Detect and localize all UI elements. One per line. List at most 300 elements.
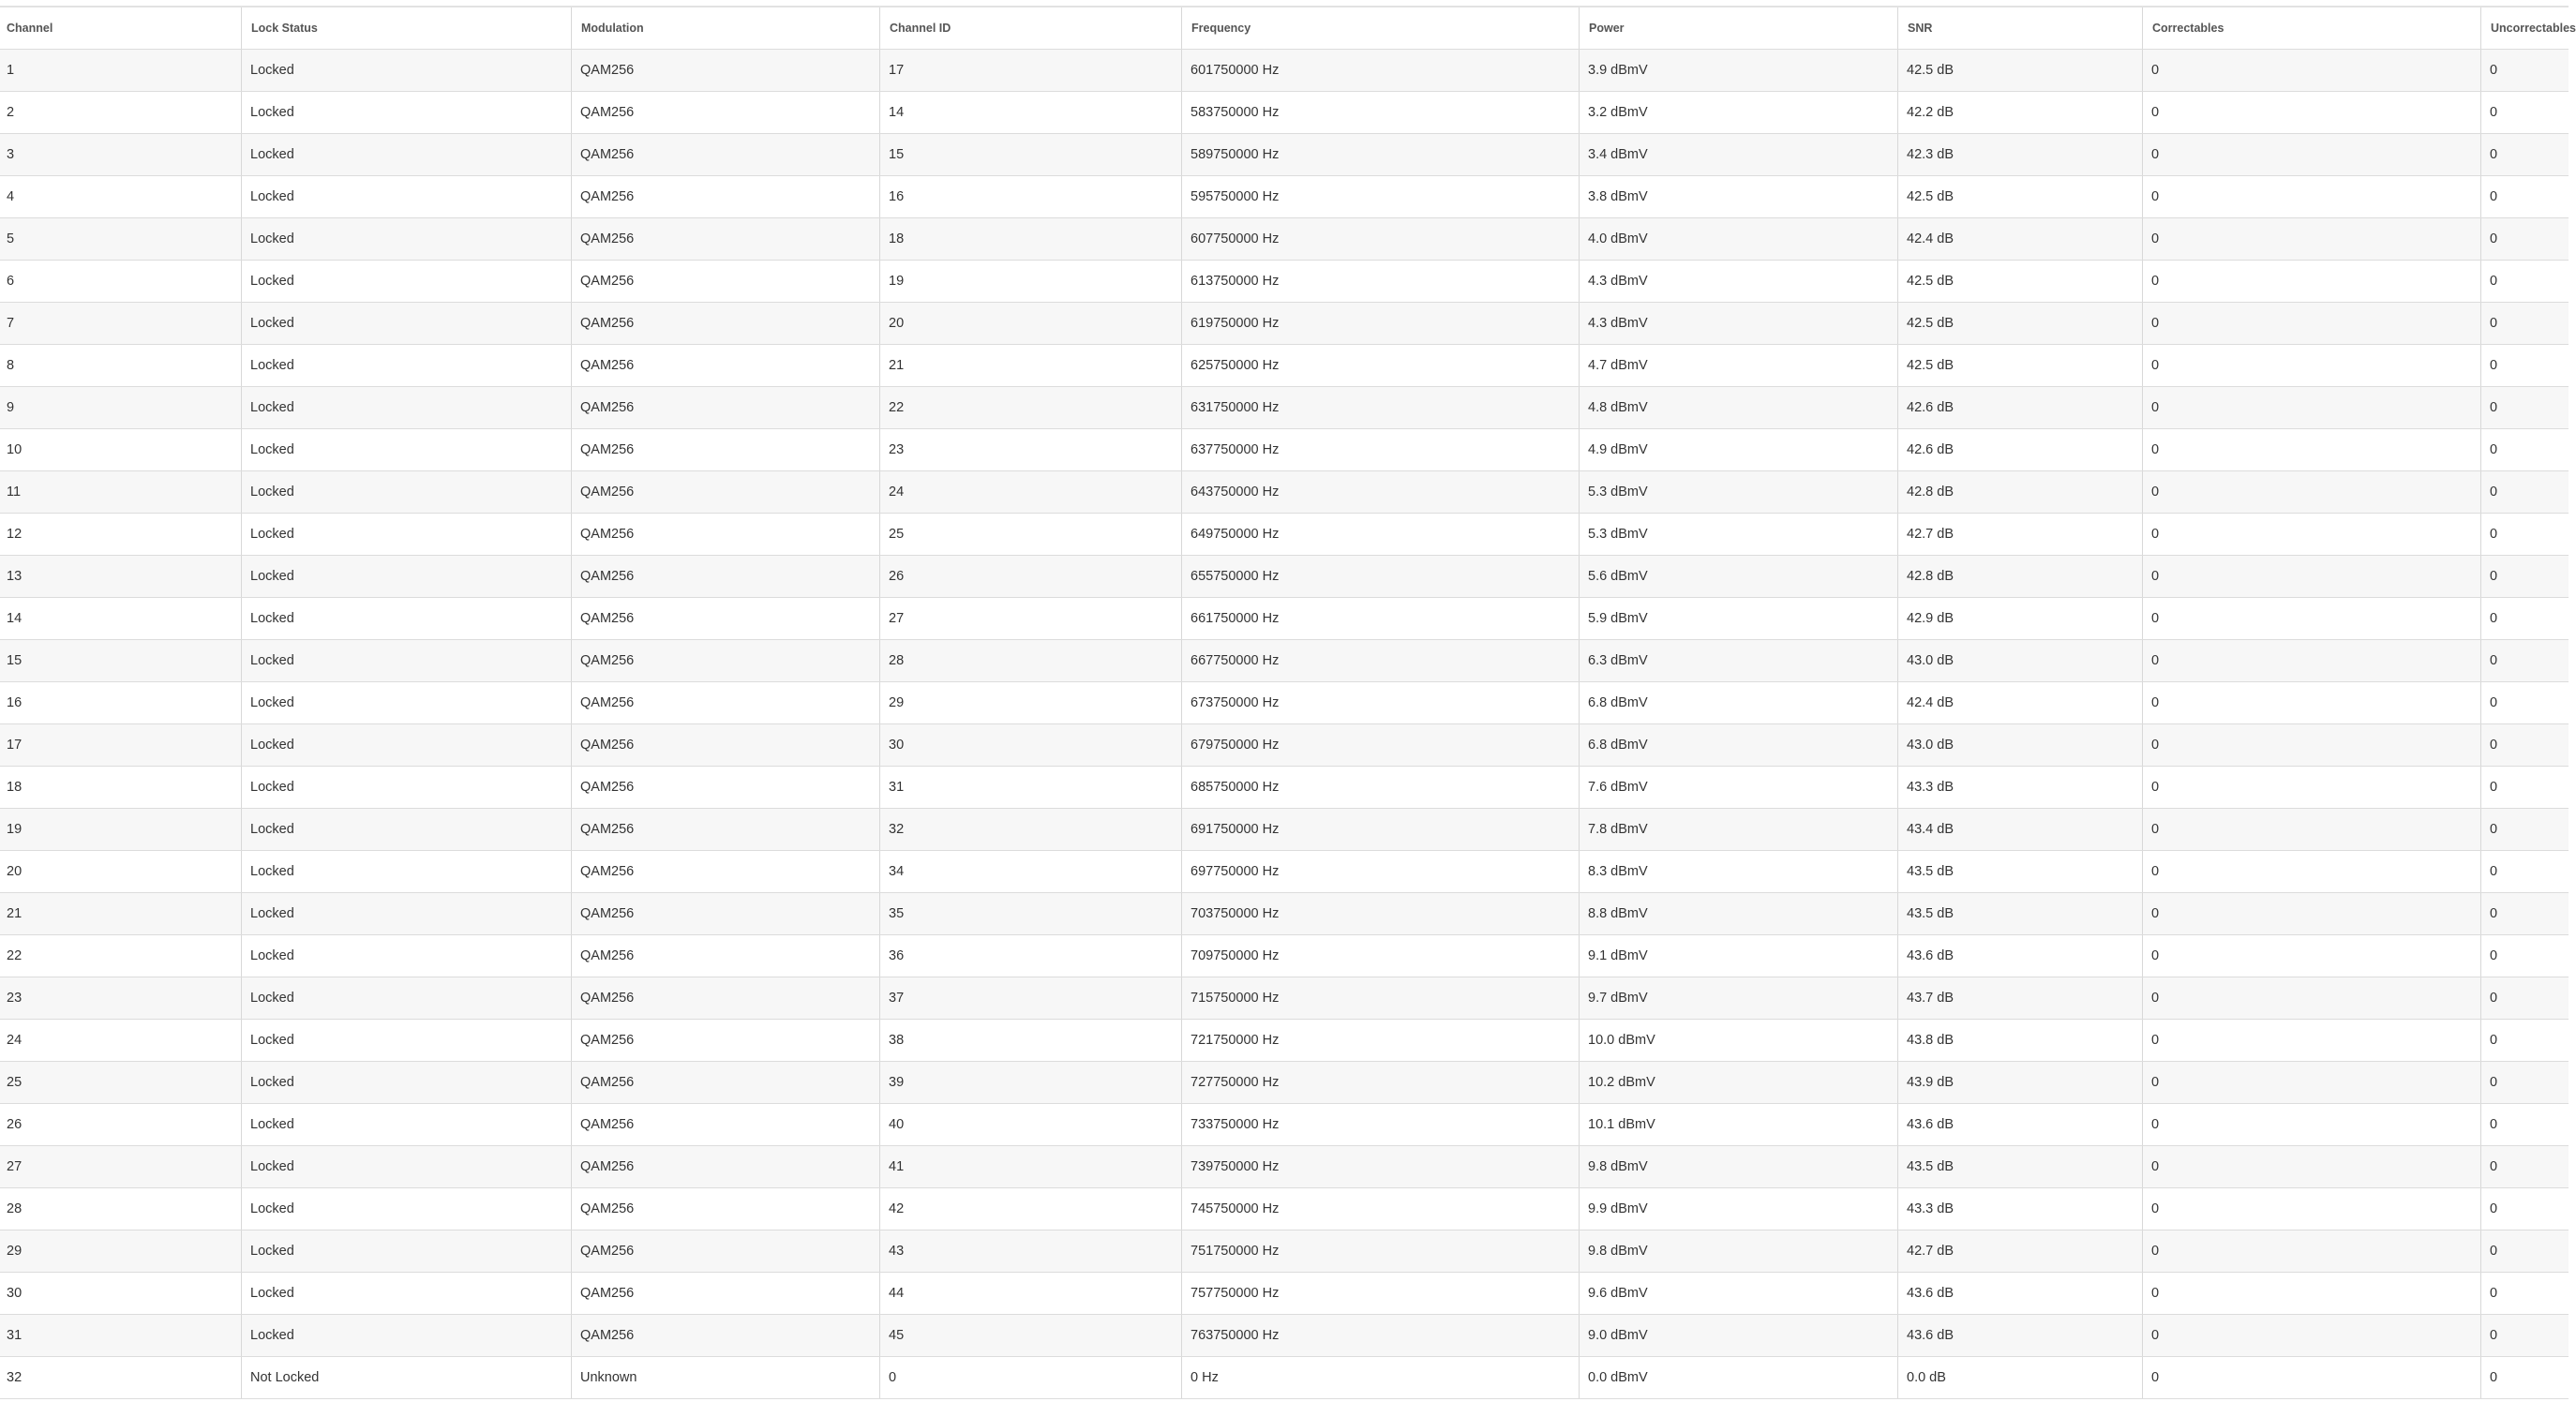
cell-power: 6.3 dBmV [1580,640,1898,681]
table-row [0,429,2569,471]
cell-channel: 5 [0,218,242,260]
cell-correctables: 0 [2143,387,2481,428]
cell-correctables: 0 [2143,767,2481,808]
cell-frequency: 727750000 Hz [1182,1062,1580,1103]
cell-channel: 28 [0,1188,242,1230]
cell-channel: 4 [0,176,242,217]
cell-lock-status: Locked [242,345,572,386]
cell-modulation: QAM256 [572,640,880,681]
cell-channel-id: 23 [880,429,1182,470]
table-row [0,1146,2569,1188]
cell-snr: 43.5 dB [1898,1146,2143,1187]
cell-frequency: 673750000 Hz [1182,682,1580,723]
cell-snr: 42.3 dB [1898,134,2143,175]
cell-uncorrectables: 0 [2490,147,2498,162]
column-header-correctables[interactable]: Correctables [2143,7,2481,49]
cell-uncorrectables: 0 [2490,358,2498,373]
cell-lock-status: Locked [242,261,572,302]
cell-channel: 12 [0,514,242,555]
table-row [0,1357,2569,1399]
cell-power: 7.6 dBmV [1580,767,1898,808]
cell-channel: 22 [0,935,242,977]
table-body [0,50,2569,1399]
cell-lock-status: Locked [242,1315,572,1356]
cell-modulation: QAM256 [572,134,880,175]
cell-lock-status: Locked [242,682,572,723]
cell-modulation: QAM256 [572,429,880,470]
cell-channel-id: 27 [880,598,1182,639]
cell-snr: 43.6 dB [1898,1273,2143,1314]
cell-lock-status: Locked [242,514,572,555]
cell-channel: 15 [0,640,242,681]
cell-modulation: QAM256 [572,556,880,597]
cell-modulation: QAM256 [572,1020,880,1061]
cell-modulation: QAM256 [572,935,880,977]
cell-power: 8.8 dBmV [1580,893,1898,934]
column-header-power[interactable]: Power [1580,7,1898,49]
cell-uncorrectables: 0 [2490,1328,2498,1343]
cell-correctables: 0 [2143,514,2481,555]
cell-channel-id: 41 [880,1146,1182,1187]
cell-power: 9.7 dBmV [1580,977,1898,1019]
cell-channel-id: 45 [880,1315,1182,1356]
cell-frequency: 613750000 Hz [1182,261,1580,302]
cell-channel-id: 39 [880,1062,1182,1103]
cell-modulation: QAM256 [572,724,880,766]
cell-power: 6.8 dBmV [1580,682,1898,723]
cell-channel-id: 26 [880,556,1182,597]
cell-lock-status: Not Locked [242,1357,572,1398]
table-row [0,514,2569,556]
cell-frequency: 733750000 Hz [1182,1104,1580,1145]
cell-snr: 0.0 dB [1898,1357,2143,1398]
cell-channel-id: 20 [880,303,1182,344]
cell-lock-status: Locked [242,387,572,428]
cell-channel: 32 [0,1357,242,1398]
column-header-channel-id[interactable]: Channel ID [880,7,1182,49]
cell-frequency: 697750000 Hz [1182,851,1580,892]
cell-power: 9.8 dBmV [1580,1230,1898,1272]
cell-lock-status: Locked [242,893,572,934]
cell-frequency: 619750000 Hz [1182,303,1580,344]
cell-snr: 43.8 dB [1898,1020,2143,1061]
cell-uncorrectables: 0 [2490,611,2498,626]
cell-snr: 43.4 dB [1898,809,2143,850]
cell-channel-id: 38 [880,1020,1182,1061]
cell-channel-id: 32 [880,809,1182,850]
cell-uncorrectables: 0 [2490,274,2498,289]
cell-uncorrectables: 0 [2490,527,2498,542]
table-row [0,1104,2569,1146]
table-row [0,1230,2569,1273]
cell-modulation: Unknown [572,1357,880,1398]
cell-lock-status: Locked [242,767,572,808]
cell-power: 10.2 dBmV [1580,1062,1898,1103]
cell-power: 9.0 dBmV [1580,1315,1898,1356]
cell-modulation: QAM256 [572,767,880,808]
cell-correctables: 0 [2143,1273,2481,1314]
cell-modulation: QAM256 [572,471,880,513]
cell-modulation: QAM256 [572,514,880,555]
cell-channel-id: 19 [880,261,1182,302]
cell-correctables: 0 [2143,50,2481,91]
cell-lock-status: Locked [242,851,572,892]
cell-snr: 43.9 dB [1898,1062,2143,1103]
column-header-uncorrectables[interactable]: Uncorrectables [2491,22,2576,35]
cell-modulation: QAM256 [572,682,880,723]
cell-correctables: 0 [2143,218,2481,260]
table-row [0,92,2569,134]
cell-snr: 43.6 dB [1898,1104,2143,1145]
cell-channel: 23 [0,977,242,1019]
cell-correctables: 0 [2143,1188,2481,1230]
cell-power: 9.8 dBmV [1580,1146,1898,1187]
cell-correctables: 0 [2143,977,2481,1019]
cell-modulation: QAM256 [572,176,880,217]
table-row [0,1020,2569,1062]
cell-uncorrectables: 0 [2490,1244,2498,1259]
table-header-row [0,7,2576,50]
cell-uncorrectables: 0 [2490,822,2498,837]
cell-correctables: 0 [2143,1357,2481,1398]
cell-power: 10.1 dBmV [1580,1104,1898,1145]
table-row [0,809,2569,851]
cell-channel-id: 14 [880,92,1182,133]
cell-uncorrectables: 0 [2490,695,2498,710]
table-row [0,893,2569,935]
table-row [0,598,2569,640]
column-header-snr[interactable]: SNR [1898,7,2143,49]
cell-modulation: QAM256 [572,218,880,260]
cell-modulation: QAM256 [572,92,880,133]
cell-lock-status: Locked [242,471,572,513]
cell-frequency: 649750000 Hz [1182,514,1580,555]
cell-snr: 42.6 dB [1898,387,2143,428]
cell-lock-status: Locked [242,429,572,470]
cell-correctables: 0 [2143,1315,2481,1356]
cell-power: 5.3 dBmV [1580,514,1898,555]
column-header-lock-status[interactable]: Lock Status [242,7,572,49]
cell-snr: 43.3 dB [1898,1188,2143,1230]
cell-channel: 20 [0,851,242,892]
cell-channel-id: 18 [880,218,1182,260]
cell-correctables: 0 [2143,1146,2481,1187]
cell-channel-id: 44 [880,1273,1182,1314]
cell-frequency: 757750000 Hz [1182,1273,1580,1314]
cell-channel-id: 15 [880,134,1182,175]
cell-correctables: 0 [2143,1104,2481,1145]
cell-frequency: 685750000 Hz [1182,767,1580,808]
cell-channel-id: 21 [880,345,1182,386]
cell-frequency: 595750000 Hz [1182,176,1580,217]
cell-correctables: 0 [2143,471,2481,513]
cell-modulation: QAM256 [572,1315,880,1356]
cell-modulation: QAM256 [572,598,880,639]
cell-uncorrectables: 0 [2490,1201,2498,1216]
column-header-channel[interactable]: Channel [0,7,242,49]
cell-snr: 42.7 dB [1898,514,2143,555]
cell-channel-id: 17 [880,50,1182,91]
cell-modulation: QAM256 [572,893,880,934]
cell-frequency: 763750000 Hz [1182,1315,1580,1356]
table-row [0,261,2569,303]
cell-correctables: 0 [2143,345,2481,386]
cell-uncorrectables: 0 [2490,63,2498,78]
cell-correctables: 0 [2143,1020,2481,1061]
column-header-frequency[interactable]: Frequency [1182,7,1580,49]
cell-uncorrectables: 0 [2490,738,2498,753]
table-row [0,387,2569,429]
column-header-modulation[interactable]: Modulation [572,7,880,49]
cell-lock-status: Locked [242,303,572,344]
cell-channel: 1 [0,50,242,91]
table-row [0,977,2569,1020]
cell-modulation: QAM256 [572,1062,880,1103]
cell-lock-status: Locked [242,640,572,681]
cell-correctables: 0 [2143,682,2481,723]
cell-modulation: QAM256 [572,1104,880,1145]
cell-snr: 42.2 dB [1898,92,2143,133]
cell-modulation: QAM256 [572,261,880,302]
cell-channel: 7 [0,303,242,344]
cell-frequency: 661750000 Hz [1182,598,1580,639]
cell-modulation: QAM256 [572,1273,880,1314]
cell-correctables: 0 [2143,935,2481,977]
cell-frequency: 745750000 Hz [1182,1188,1580,1230]
cell-channel-id: 0 [880,1357,1182,1398]
cell-snr: 42.4 dB [1898,218,2143,260]
cell-power: 4.3 dBmV [1580,261,1898,302]
cell-power: 10.0 dBmV [1580,1020,1898,1061]
table-row [0,556,2569,598]
cell-channel-id: 24 [880,471,1182,513]
cell-channel: 29 [0,1230,242,1272]
cell-channel: 6 [0,261,242,302]
cell-channel: 17 [0,724,242,766]
cell-modulation: QAM256 [572,809,880,850]
table-row [0,724,2569,767]
cell-frequency: 703750000 Hz [1182,893,1580,934]
table-row [0,1188,2569,1230]
cell-uncorrectables: 0 [2490,485,2498,500]
cell-snr: 43.7 dB [1898,977,2143,1019]
cell-power: 3.8 dBmV [1580,176,1898,217]
cell-correctables: 0 [2143,1230,2481,1272]
cell-lock-status: Locked [242,176,572,217]
cell-frequency: 601750000 Hz [1182,50,1580,91]
table-row [0,682,2569,724]
cell-snr: 42.6 dB [1898,429,2143,470]
table-row [0,1315,2569,1357]
cell-uncorrectables: 0 [2490,1370,2498,1385]
table-row [0,935,2569,977]
cell-modulation: QAM256 [572,387,880,428]
table-row [0,218,2569,261]
cell-frequency: 709750000 Hz [1182,935,1580,977]
cell-frequency: 655750000 Hz [1182,556,1580,597]
cell-channel-id: 35 [880,893,1182,934]
cell-uncorrectables: 0 [2490,316,2498,331]
cell-snr: 43.0 dB [1898,640,2143,681]
cell-lock-status: Locked [242,1273,572,1314]
cell-channel-id: 22 [880,387,1182,428]
cell-uncorrectables: 0 [2490,105,2498,120]
cell-correctables: 0 [2143,724,2481,766]
cell-channel-id: 40 [880,1104,1182,1145]
cell-lock-status: Locked [242,1020,572,1061]
cell-snr: 43.6 dB [1898,1315,2143,1356]
cell-uncorrectables: 0 [2490,442,2498,457]
cell-channel: 18 [0,767,242,808]
cell-uncorrectables: 0 [2490,864,2498,879]
cell-channel-id: 37 [880,977,1182,1019]
cell-channel-id: 43 [880,1230,1182,1272]
cell-channel: 30 [0,1273,242,1314]
cell-lock-status: Locked [242,724,572,766]
cell-channel: 25 [0,1062,242,1103]
cell-uncorrectables: 0 [2490,569,2498,584]
table-row [0,1062,2569,1104]
cell-lock-status: Locked [242,1230,572,1272]
cell-snr: 42.5 dB [1898,345,2143,386]
cell-uncorrectables: 0 [2490,1286,2498,1301]
cell-channel: 16 [0,682,242,723]
cell-snr: 42.8 dB [1898,471,2143,513]
cell-lock-status: Locked [242,556,572,597]
cell-power: 4.9 dBmV [1580,429,1898,470]
cell-frequency: 667750000 Hz [1182,640,1580,681]
cell-lock-status: Locked [242,134,572,175]
cell-channel-id: 31 [880,767,1182,808]
cell-lock-status: Locked [242,1104,572,1145]
cell-modulation: QAM256 [572,1230,880,1272]
cell-channel: 14 [0,598,242,639]
cell-channel: 24 [0,1020,242,1061]
cell-correctables: 0 [2143,893,2481,934]
cell-snr: 42.8 dB [1898,556,2143,597]
cell-power: 3.2 dBmV [1580,92,1898,133]
cell-uncorrectables: 0 [2490,1159,2498,1174]
cell-frequency: 751750000 Hz [1182,1230,1580,1272]
cell-frequency: 643750000 Hz [1182,471,1580,513]
cell-snr: 43.5 dB [1898,893,2143,934]
cell-correctables: 0 [2143,134,2481,175]
cell-channel-id: 28 [880,640,1182,681]
cell-modulation: QAM256 [572,345,880,386]
cell-lock-status: Locked [242,92,572,133]
cell-frequency: 625750000 Hz [1182,345,1580,386]
table-row [0,50,2569,92]
cell-correctables: 0 [2143,176,2481,217]
cell-frequency: 583750000 Hz [1182,92,1580,133]
cell-snr: 42.4 dB [1898,682,2143,723]
cell-uncorrectables: 0 [2490,1117,2498,1132]
cell-frequency: 721750000 Hz [1182,1020,1580,1061]
cell-modulation: QAM256 [572,1146,880,1187]
cell-lock-status: Locked [242,1146,572,1187]
cell-snr: 42.5 dB [1898,261,2143,302]
cell-channel-id: 29 [880,682,1182,723]
cell-snr: 42.9 dB [1898,598,2143,639]
cell-channel-id: 34 [880,851,1182,892]
cell-channel-id: 36 [880,935,1182,977]
cell-uncorrectables: 0 [2490,653,2498,668]
cell-snr: 43.5 dB [1898,851,2143,892]
cell-frequency: 637750000 Hz [1182,429,1580,470]
cell-channel: 3 [0,134,242,175]
cell-frequency: 679750000 Hz [1182,724,1580,766]
cell-frequency: 589750000 Hz [1182,134,1580,175]
cell-snr: 42.5 dB [1898,303,2143,344]
cell-frequency: 631750000 Hz [1182,387,1580,428]
cell-channel: 31 [0,1315,242,1356]
cell-lock-status: Locked [242,598,572,639]
cell-correctables: 0 [2143,851,2481,892]
table-row [0,134,2569,176]
table-row [0,176,2569,218]
cell-uncorrectables: 0 [2490,189,2498,204]
table-row [0,851,2569,893]
cell-frequency: 0 Hz [1182,1357,1580,1398]
cell-channel: 9 [0,387,242,428]
cell-channel: 26 [0,1104,242,1145]
cell-power: 4.0 dBmV [1580,218,1898,260]
cell-frequency: 607750000 Hz [1182,218,1580,260]
cell-channel: 27 [0,1146,242,1187]
cell-modulation: QAM256 [572,851,880,892]
cell-power: 6.8 dBmV [1580,724,1898,766]
table-row [0,767,2569,809]
table-row [0,471,2569,514]
cell-uncorrectables: 0 [2490,948,2498,963]
cell-uncorrectables: 0 [2490,991,2498,1006]
cell-frequency: 691750000 Hz [1182,809,1580,850]
cell-snr: 42.5 dB [1898,176,2143,217]
cell-channel: 21 [0,893,242,934]
cell-channel-id: 16 [880,176,1182,217]
cell-snr: 43.6 dB [1898,935,2143,977]
cell-modulation: QAM256 [572,303,880,344]
table-row [0,303,2569,345]
cell-uncorrectables: 0 [2490,231,2498,246]
cell-lock-status: Locked [242,809,572,850]
cell-lock-status: Locked [242,1188,572,1230]
cell-channel-id: 30 [880,724,1182,766]
cell-power: 0.0 dBmV [1580,1357,1898,1398]
cell-power: 5.3 dBmV [1580,471,1898,513]
cell-correctables: 0 [2143,598,2481,639]
cell-correctables: 0 [2143,303,2481,344]
cell-power: 4.8 dBmV [1580,387,1898,428]
cell-power: 4.3 dBmV [1580,303,1898,344]
cell-channel-id: 25 [880,514,1182,555]
cell-modulation: QAM256 [572,50,880,91]
cell-correctables: 0 [2143,1062,2481,1103]
cell-power: 5.9 dBmV [1580,598,1898,639]
cell-channel: 10 [0,429,242,470]
cell-uncorrectables: 0 [2490,780,2498,795]
cell-channel: 11 [0,471,242,513]
table-row [0,345,2569,387]
cell-modulation: QAM256 [572,1188,880,1230]
cell-frequency: 715750000 Hz [1182,977,1580,1019]
cell-power: 7.8 dBmV [1580,809,1898,850]
cell-uncorrectables: 0 [2490,400,2498,415]
downstream-channel-table [0,6,2576,1399]
cell-lock-status: Locked [242,935,572,977]
cell-channel: 13 [0,556,242,597]
cell-lock-status: Locked [242,977,572,1019]
